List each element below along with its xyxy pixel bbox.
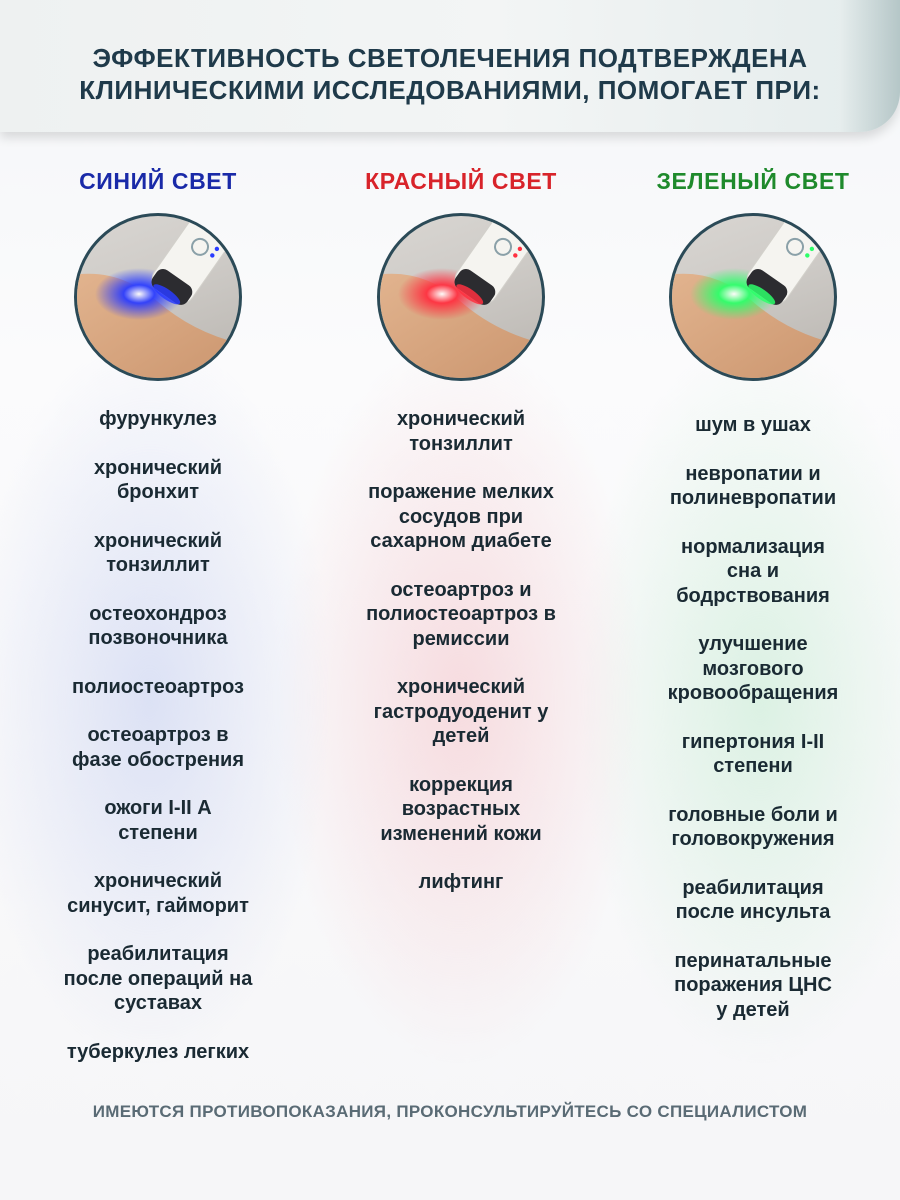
- blue-light-device-photo: [74, 213, 242, 381]
- green-light-device-photo: [669, 213, 837, 381]
- green-light-indications-list: [603, 413, 900, 1022]
- column-title-red: КРАСНЫЙ СВЕТ: [365, 168, 557, 194]
- indication-item: реабилитация после операций на суставах: [63, 943, 253, 1014]
- header-banner: [0, 0, 900, 132]
- indication-item: хронический бронхит: [93, 456, 223, 503]
- indication-item: гипертония I-II степени: [681, 730, 825, 777]
- red-light-indications-list: [311, 407, 611, 895]
- indication-item: улучшение мозгового кровообращения: [667, 633, 839, 704]
- page-title: [20, 42, 880, 106]
- indication-item: туберкулез легких: [66, 1040, 250, 1063]
- indication-item: хронический синусит, гайморит: [67, 870, 249, 917]
- indication-item: остеохондроз позвоночника: [88, 602, 228, 649]
- indication-item: реабилитация после инсульта: [675, 876, 831, 923]
- indication-item: невропатии и полиневропатии: [669, 462, 837, 509]
- column-title-green: ЗЕЛЕНЫЙ СВЕТ: [656, 168, 850, 194]
- red-light-device-photo: [377, 213, 545, 381]
- contraindications-disclaimer: ИМЕЮТСЯ ПРОТИВОПОКАЗАНИЯ, ПРОКОНСУЛЬТИРУЙТЕСЬ СО СПЕЦИАЛИСТОМ: [92, 1102, 808, 1121]
- indication-item: перинатальные поражения ЦНС у детей: [674, 949, 832, 1021]
- indication-item: головные боли и головокружения: [668, 803, 838, 850]
- indication-item: остеоартроз в фазе обострения: [71, 724, 245, 771]
- page-title-line-1: ЭФФЕКТИВНОСТЬ СВЕТОЛЕЧЕНИЯ ПОДТВЕРЖДЕНА: [92, 43, 808, 73]
- indication-item: фурункулез: [99, 408, 217, 430]
- indication-item: лифтинг: [418, 871, 504, 893]
- indication-item: хронический тонзиллит: [396, 408, 526, 455]
- indication-item: нормализация сна и бодрствования: [676, 535, 830, 607]
- indication-item: остеоартроз и полиостеоартроз в ремиссии: [366, 578, 556, 650]
- indication-item: хронический тонзиллит: [93, 529, 223, 576]
- indication-item: шум в ушах: [695, 414, 811, 436]
- indication-item: коррекция возрастных изменений кожи: [380, 773, 542, 845]
- indication-item: поражение мелких сосудов при сахарном диабете: [368, 481, 554, 552]
- page-title-line-2: КЛИНИЧЕСКИМИ ИССЛЕДОВАНИЯМИ, ПОМОГАЕТ ПРИ:: [79, 75, 821, 105]
- blue-light-indications-list: [8, 407, 308, 1064]
- indication-item: ожоги I-II А степени: [104, 797, 212, 844]
- column-title-blue: СИНИЙ СВЕТ: [79, 168, 237, 194]
- indication-item: хронический гастродуоденит у детей: [373, 676, 549, 747]
- column-red-light: [311, 165, 611, 919]
- indication-item: полиостеоартроз: [72, 675, 244, 698]
- column-green-light: [603, 165, 900, 1046]
- column-blue-light: [8, 165, 308, 1088]
